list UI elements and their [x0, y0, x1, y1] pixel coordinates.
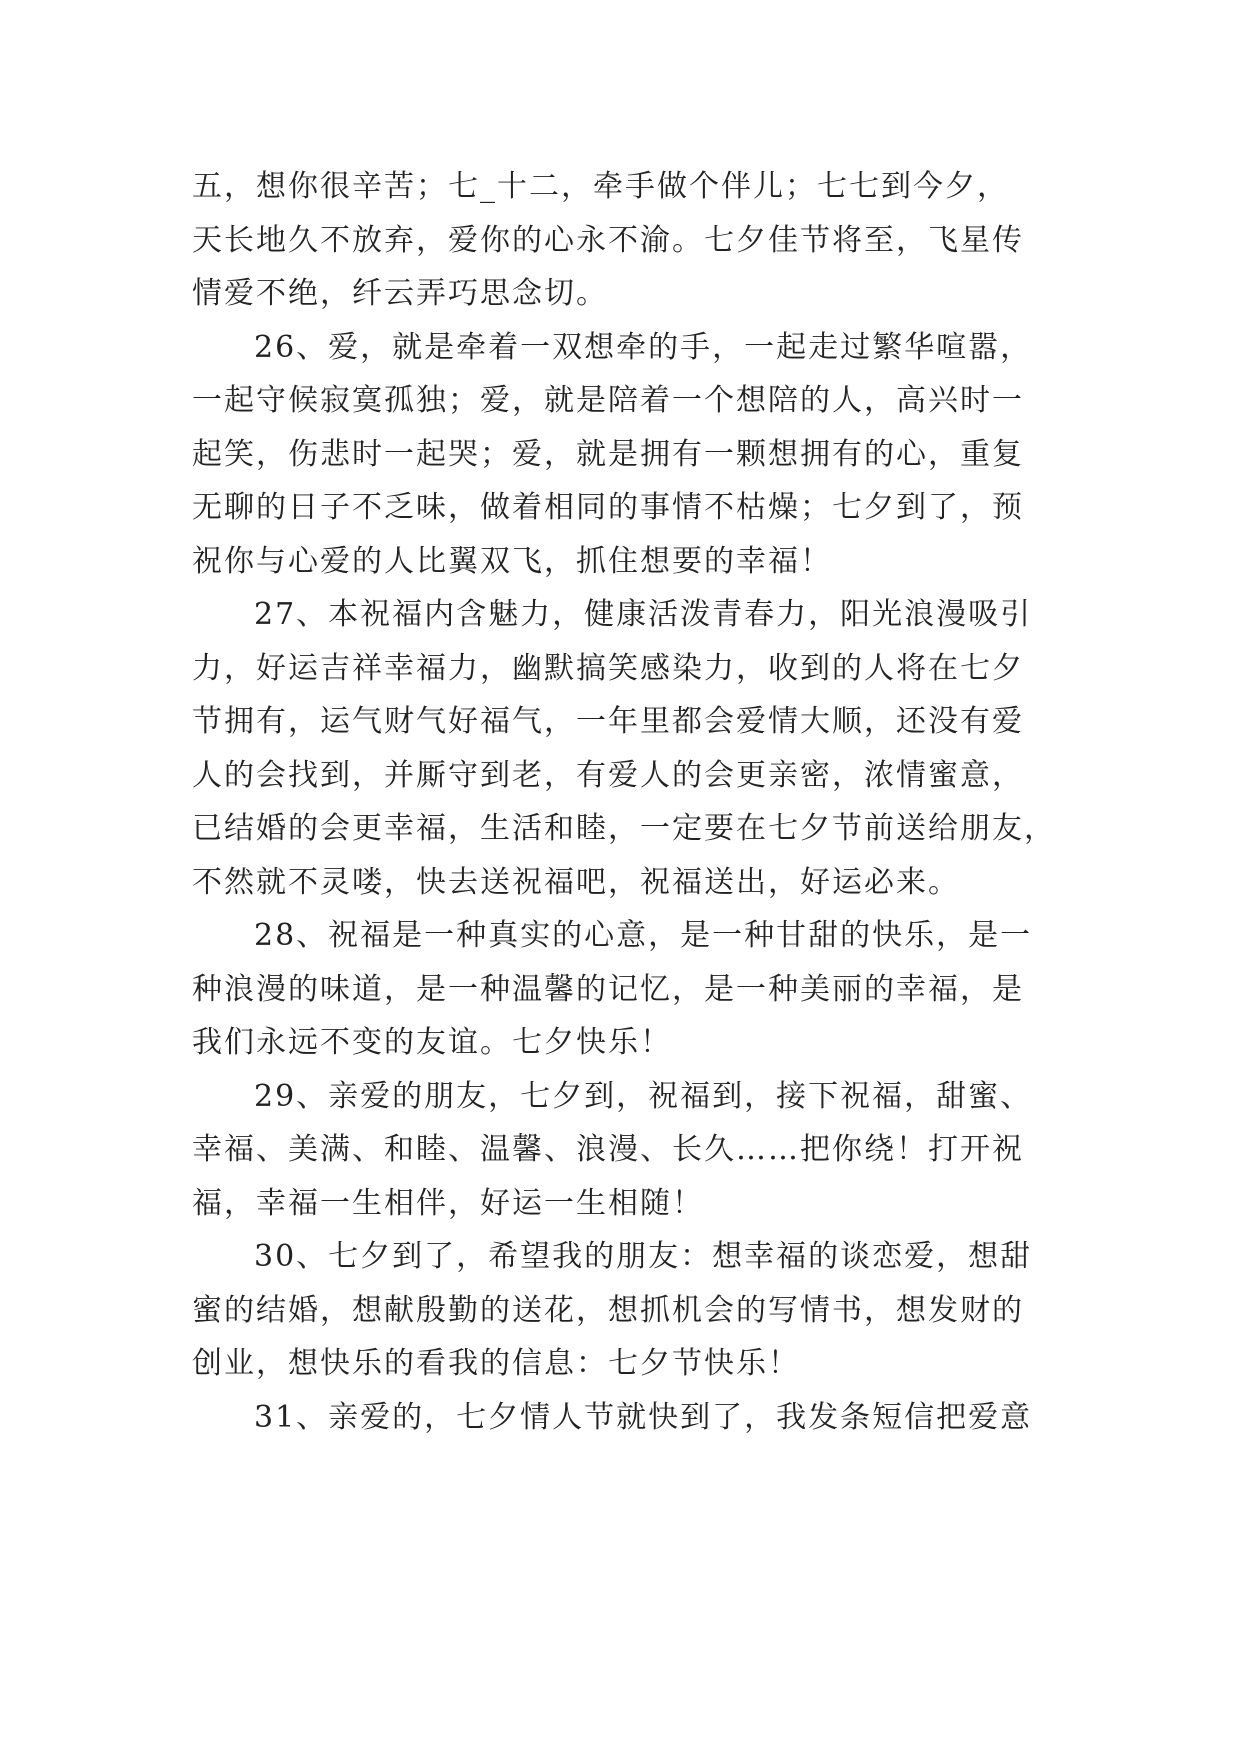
text-line: 天长地久不放弃，爱你的心永不渝。七夕佳节将至，飞星传	[192, 222, 1024, 258]
document-body	[192, 160, 1062, 1444]
text-line: 情爱不绝，纤云弄巧思念切。	[192, 276, 608, 311]
text-line: 祝你与心爱的人比翼双飞，抓住想要的幸福！	[192, 543, 832, 579]
text-line: 蜜的结婚，想献殷勤的送花，想抓机会的写情书，想发财的	[192, 1292, 1024, 1328]
text-line: 人的会找到，并厮守到老，有爱人的会更亲密，浓情蜜意，	[192, 757, 1024, 793]
text-line: 不然就不灵喽，快去送祝福吧，祝福送出，好运必来。	[192, 864, 960, 900]
text-line: 节拥有，运气财气好福气，一年里都会爱情大顺，还没有爱	[192, 704, 1024, 739]
text-line: 幸福、美满、和睦、温馨、浪漫、长久……把你绕！打开祝	[192, 1132, 1024, 1167]
text-line: 28、祝福是一种真实的心意，是一种甘甜的快乐，是一	[254, 918, 1033, 953]
text-line: 26、爱，就是牵着一双想牵的手，一起走过繁华喧嚣，	[254, 329, 1033, 365]
text-line: 力，好运吉祥幸福力，幽默搞笑感染力，收到的人将在七夕	[192, 650, 1024, 686]
text-line: 起笑，伤悲时一起哭；爱，就是拥有一颗想拥有的心，重复	[192, 436, 1024, 472]
text-line: 种浪漫的味道，是一种温馨的记忆，是一种美丽的幸福，是	[192, 971, 1024, 1007]
text-line: 31、亲爱的，七夕情人节就快到了，我发条短信把爱意	[254, 1399, 1033, 1435]
text-line: 我们永远不变的友谊。七夕快乐！	[192, 1025, 672, 1060]
text-line: 创业，想快乐的看我的信息：七夕节快乐！	[192, 1346, 800, 1381]
text-line: 27、本祝福内含魅力，健康活泼青春力，阳光浪漫吸引	[254, 597, 1033, 632]
text-line: 福，幸福一生相伴，好运一生相随！	[192, 1185, 704, 1221]
text-line: 五，想你很辛苦；七_十二，牵手做个伴儿；七七到今夕，	[192, 169, 1009, 204]
text-line: 30、七夕到了，希望我的朋友：想幸福的谈恋爱，想甜	[254, 1239, 1033, 1274]
text-line: 已结婚的会更幸福，生活和睦，一定要在七夕节前送给朋友，	[192, 811, 1056, 846]
text-line: 一起守候寂寞孤独；爱，就是陪着一个想陪的人，高兴时一	[192, 383, 1024, 418]
text-line: 无聊的日子不乏味，做着相同的事情不枯燥；七夕到了，预	[192, 490, 1024, 525]
text-line: 29、亲爱的朋友，七夕到，祝福到，接下祝福，甜蜜、	[254, 1078, 1033, 1114]
